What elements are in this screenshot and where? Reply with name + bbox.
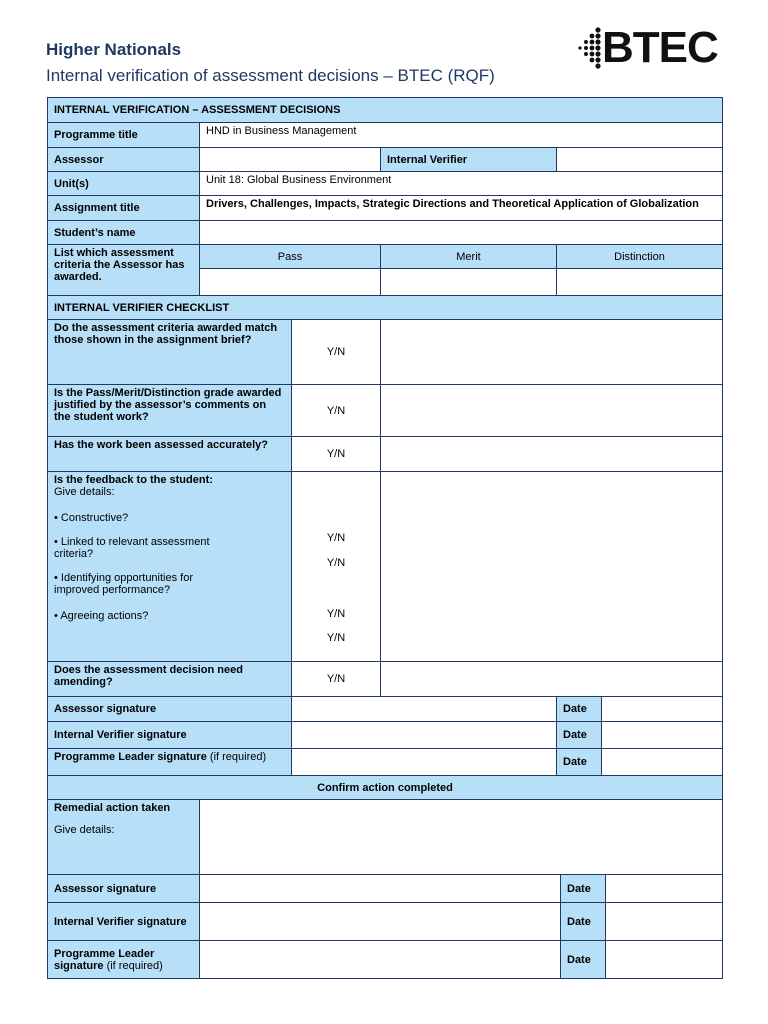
q4-question: Is the feedback to the student: (54, 474, 213, 486)
iv-form-table (47, 97, 723, 776)
q5-details[interactable] (381, 662, 723, 697)
q1-yn[interactable]: Y/N (292, 320, 381, 385)
programme-title-field[interactable]: HND in Business Management (200, 123, 723, 148)
iv-date-label: Date (557, 722, 602, 749)
q5-label: Does the assessment decision need amending? (48, 662, 292, 697)
q4-yn-column (292, 472, 381, 662)
units-label: Unit(s) (48, 172, 200, 196)
internal-verifier-field[interactable] (557, 148, 723, 172)
q4-yn-3[interactable]: Y/N (326, 608, 346, 620)
confirm-assessor-date-label: Date (561, 875, 606, 903)
pl-date-field[interactable] (602, 749, 723, 776)
confirm-iv-date-field[interactable] (606, 903, 723, 941)
iv-signature-field[interactable] (292, 722, 557, 749)
q4-bullet-constructive: • Constructive? (54, 512, 129, 524)
q4-yn-1[interactable]: Y/N (326, 532, 346, 544)
remedial-give-details: Give details: (54, 824, 115, 836)
dots-logo-icon (574, 24, 604, 72)
distinction-field[interactable] (557, 269, 723, 296)
q3-details[interactable] (381, 437, 723, 472)
pass-field[interactable] (200, 269, 381, 296)
pl-signature-label: Programme Leader signature (if required) (48, 749, 292, 776)
confirm-iv-signature-field[interactable] (200, 903, 561, 941)
iv-date-field[interactable] (602, 722, 723, 749)
internal-verifier-label: Internal Verifier (381, 148, 557, 172)
q4-bullet-opportunities: • Identifying opportunities for improved performance? (54, 572, 194, 596)
q4-bullet-linked: • Linked to relevant assessment criteria? (54, 536, 210, 560)
confirm-pl-date-label: Date (561, 941, 606, 979)
assessor-date-label: Date (557, 697, 602, 722)
q1-details[interactable] (381, 320, 723, 385)
confirm-assessor-signature-field[interactable] (200, 875, 561, 903)
confirm-iv-signature-label: Internal Verifier signature (48, 903, 200, 941)
q3-label: Has the work been assessed accurately? (48, 437, 292, 472)
pl-signature-field[interactable] (292, 749, 557, 776)
assignment-title-label: Assignment title (48, 196, 200, 221)
q4-yn-2[interactable]: Y/N (326, 557, 346, 569)
q4-yn-4[interactable]: Y/N (326, 632, 346, 644)
assessor-field[interactable] (200, 148, 381, 172)
assessor-label: Assessor (48, 148, 200, 172)
confirm-action-table (47, 775, 723, 979)
q2-details[interactable] (381, 385, 723, 437)
q1-label: Do the assessment criteria awarded match those shown in the assignment brief? (48, 320, 292, 385)
assignment-title-field[interactable]: Drivers, Challenges, Impacts, Strategic Directions and Theoretical Application of Globalization (200, 196, 723, 221)
student-name-field[interactable] (200, 221, 723, 245)
merit-header: Merit (381, 245, 557, 269)
assessor-signature-label: Assessor signature (48, 697, 292, 722)
remedial-action-label: Remedial action taken (54, 802, 171, 814)
iv-signature-label: Internal Verifier signature (48, 722, 292, 749)
confirm-iv-date-label: Date (561, 903, 606, 941)
confirm-pl-date-field[interactable] (606, 941, 723, 979)
pass-header: Pass (200, 245, 381, 269)
q3-yn[interactable]: Y/N (292, 437, 381, 472)
remedial-details-field[interactable] (200, 800, 723, 875)
assessor-signature-field[interactable] (292, 697, 557, 722)
confirm-assessor-date-field[interactable] (606, 875, 723, 903)
logo-text: BTEC (602, 23, 718, 72)
document-title: Higher Nationals (46, 40, 182, 59)
pl-date-label: Date (557, 749, 602, 776)
confirm-pl-signature-field[interactable] (200, 941, 561, 979)
q4-details[interactable] (381, 472, 723, 662)
distinction-header: Distinction (557, 245, 723, 269)
student-name-label: Student’s name (48, 221, 200, 245)
checklist-title: INTERNAL VERIFIER CHECKLIST (48, 296, 723, 320)
q4-label (48, 472, 292, 662)
assessor-date-field[interactable] (602, 697, 723, 722)
section-title: INTERNAL VERIFICATION – ASSESSMENT DECISIONS (48, 98, 723, 123)
q2-yn[interactable]: Y/N (292, 385, 381, 437)
programme-title-label: Programme title (48, 123, 200, 148)
confirm-assessor-signature-label: Assessor signature (48, 875, 200, 903)
q2-label: Is the Pass/Merit/Distinction grade awarded justified by the assessor’s comments on the student work? (48, 385, 292, 437)
remedial-label (48, 800, 200, 875)
units-field[interactable]: Unit 18: Global Business Environment (200, 172, 723, 196)
q4-bullet-agreeing: • Agreeing actions? (54, 610, 149, 622)
confirm-pl-signature-label: Programme Leader signature (if required) (48, 941, 200, 979)
document-subtitle: Internal verification of assessment decisions – BTEC (RQF) (46, 66, 495, 85)
q4-give-details: Give details: (54, 486, 115, 498)
btec-logo (574, 24, 724, 72)
q5-yn[interactable]: Y/N (292, 662, 381, 697)
merit-field[interactable] (381, 269, 557, 296)
criteria-label: List which assessment criteria the Assessor has awarded. (48, 245, 200, 296)
confirm-title: Confirm action completed (48, 776, 723, 800)
